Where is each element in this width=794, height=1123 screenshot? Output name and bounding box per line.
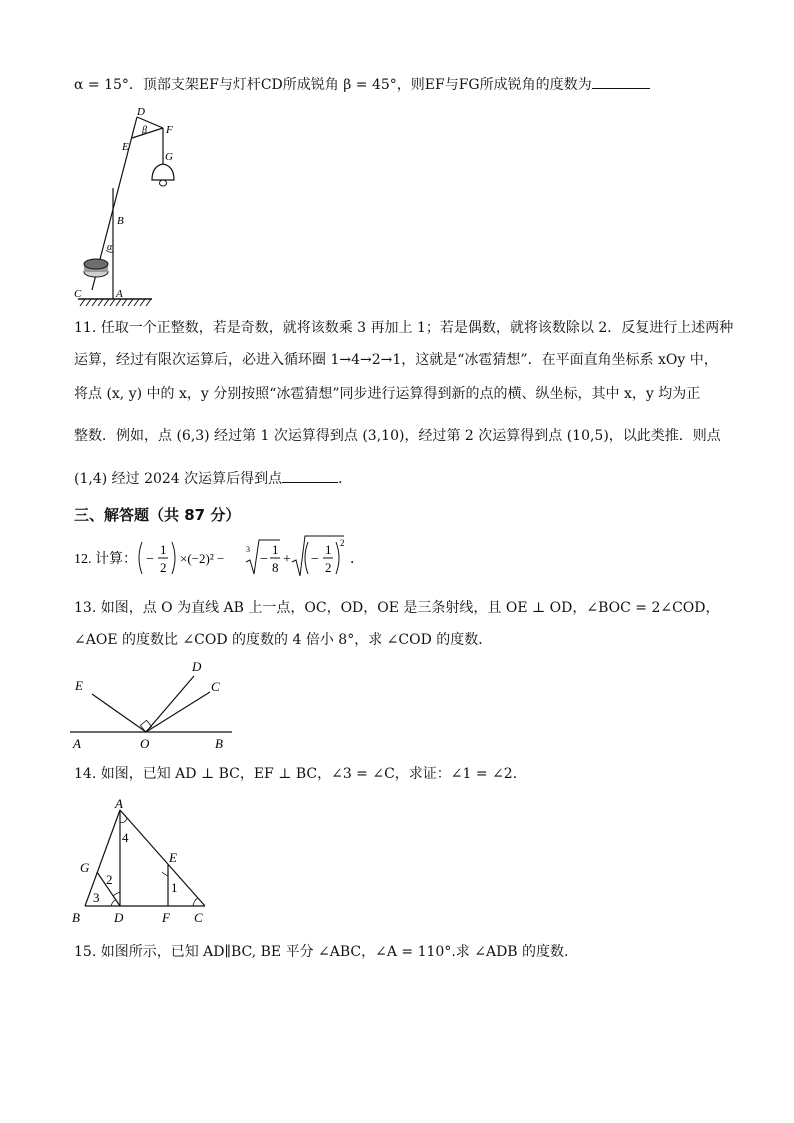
q12-mid: ×(−2)² −	[180, 551, 225, 566]
q13-label-E: E	[75, 678, 83, 693]
q10-label-D: D	[137, 106, 145, 118]
q13-label-A: A	[73, 736, 81, 751]
q11-line1: 11. 任取一个正整数，若是奇数，就将该数乘 3 再加上 1；若是偶数，就将该数除以 2．反复进行上述两种	[74, 320, 734, 336]
q10-label-beta: β	[142, 125, 147, 136]
q12-prefix: 12. 计算：	[74, 552, 137, 567]
q13-label-B: B	[215, 736, 223, 751]
q14-label-G: G	[80, 860, 90, 875]
q13-angle-figure	[70, 656, 240, 752]
q10-line1: α = 15°．顶部支架EF与灯杆CD所成锐角 β = 45°，则EF与FG所成锐角的度数为	[74, 77, 592, 93]
q10-label-F: F	[166, 124, 173, 136]
q13-line2: ∠AOE 的度数比 ∠COD 的度数的 4 倍小 8°，求 ∠COD 的度数．	[74, 632, 493, 648]
q12-plus: +	[283, 552, 291, 567]
q14-triangle-figure	[70, 794, 220, 928]
q14-label-A: A	[115, 796, 123, 811]
q14-label-C: C	[194, 910, 203, 925]
svg-text:−: −	[146, 552, 154, 567]
q11-line2: 运算，经过有限次运算后，必进入循环圈 1→4→2→1，这就是“冰雹猜想”．在平面直角坐标系 xOy 中，	[74, 352, 718, 368]
q12-t1-num: 1	[160, 542, 167, 557]
q14-label-B: B	[72, 910, 80, 925]
q14-label-E: E	[169, 850, 177, 865]
q12-expression	[72, 532, 372, 584]
q12-t2-den: 8	[272, 560, 279, 575]
q12-t3-num: 1	[325, 542, 332, 557]
q13-label-D: D	[192, 659, 202, 674]
q10-answer-blank[interactable]	[592, 74, 650, 89]
q11-line4: 整数．例如，点 (6,3) 经过第 1 次运算得到点 (3,10)，经过第 2 次运算得到点 (10,5)，以此类推．则点	[74, 428, 721, 444]
q12-t1-den: 2	[160, 560, 167, 575]
q14-line1: 14. 如图，已知 AD ⊥ BC，EF ⊥ BC，∠3 = ∠C，求证：∠1 = ∠2．	[74, 766, 527, 782]
q10-label-A: A	[116, 288, 123, 300]
q14-label-D: D	[114, 910, 124, 925]
q13-label-O: O	[140, 736, 150, 751]
q11-answer-blank[interactable]	[282, 468, 338, 483]
q12-end: ．	[350, 552, 364, 567]
q11-line3: 将点 (x, y) 中的 x，y 分别按照“冰雹猜想”同步进行运算得到新的点的横、纵坐标，其中 x，y 均为正	[74, 386, 701, 402]
svg-text:−: −	[311, 552, 319, 567]
section-heading: 三、解答题（共 87 分）	[74, 506, 241, 524]
q12-t2-num: 1	[272, 542, 279, 557]
q12-root-index: 3	[246, 545, 250, 554]
q11-line5-end: ．	[338, 471, 353, 487]
q14-label-F: F	[162, 910, 170, 925]
q11-line5: (1,4) 经过 2024 次运算后得到点	[74, 471, 283, 487]
q10-lamp-figure	[70, 100, 210, 310]
q14-label-4: 4	[122, 830, 129, 845]
q10-label-B: B	[117, 215, 124, 227]
q14-label-3: 3	[93, 890, 100, 905]
q10-text	[74, 74, 650, 95]
q14-label-1: 1	[171, 880, 178, 895]
q13-line1: 13. 如图，点 O 为直线 AB 上一点，OC，OD，OE 是三条射线，且 OE ⊥ OD，∠BOC = 2∠COD，	[74, 600, 720, 616]
q15-line1: 15. 如图所示，已知 AD∥BC, BE 平分 ∠ABC，∠A = 110°.求 ∠ADB 的度数.	[74, 944, 569, 960]
q10-label-alpha: α	[107, 242, 113, 253]
q13-label-C: C	[211, 679, 220, 694]
q10-label-E: E	[122, 141, 129, 153]
svg-text:−: −	[260, 552, 268, 567]
q10-label-G: G	[165, 151, 173, 163]
q12-t3-den: 2	[325, 560, 332, 575]
q11-line5-wrap	[74, 468, 352, 489]
q12-exp: 2	[340, 538, 345, 548]
q14-label-2: 2	[106, 872, 113, 887]
q10-label-C: C	[74, 288, 82, 300]
